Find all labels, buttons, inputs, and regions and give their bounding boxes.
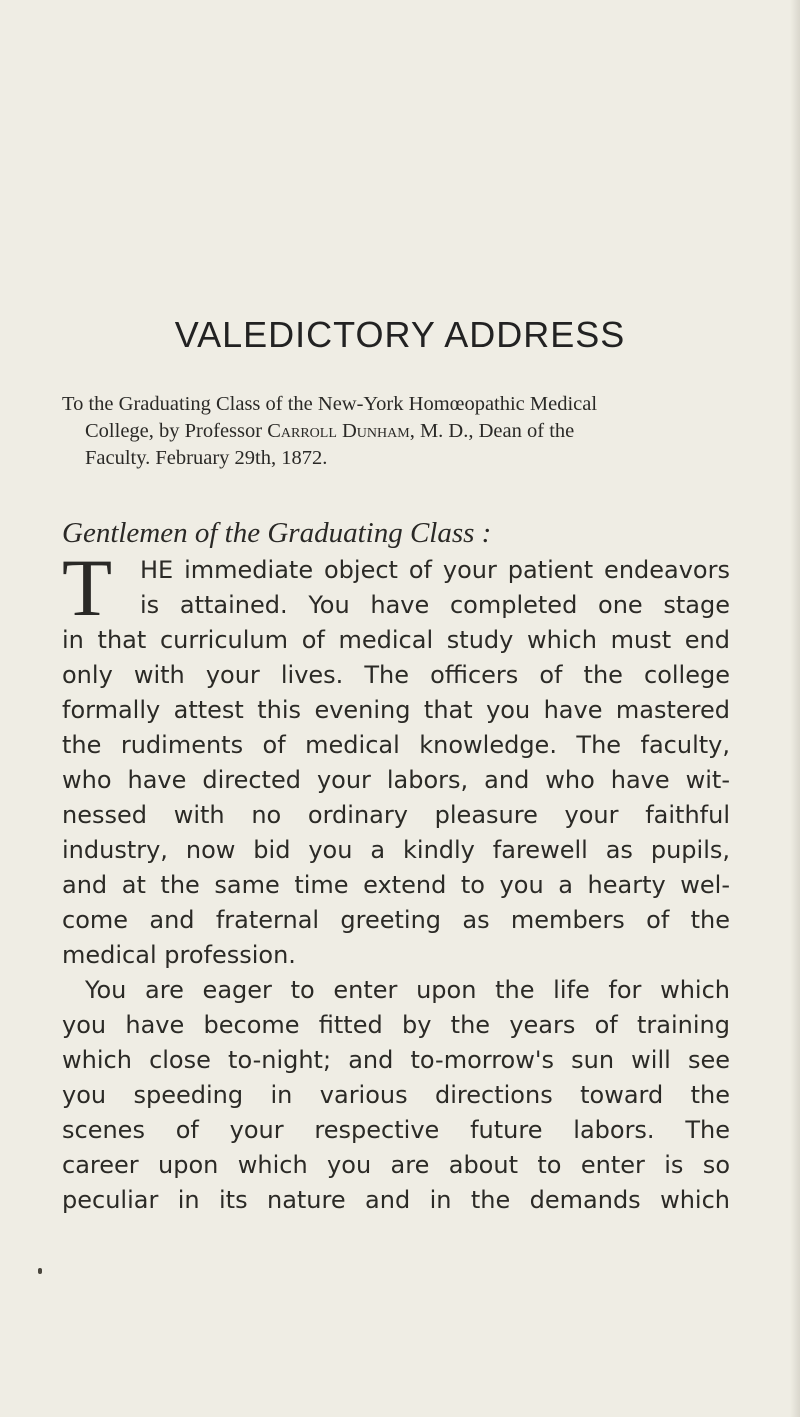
text-line: only with your lives. The officers of the college [62, 661, 730, 689]
text-line: HE immediate object of your patient endeavors [140, 556, 730, 584]
text-line: scenes of your respective future labors. The [62, 1116, 730, 1144]
page-title: VALEDICTORY ADDRESS [174, 314, 626, 355]
text-line: peculiar in its nature and in the demands which [62, 1186, 730, 1214]
text-line: you speeding in various directions toward the [62, 1081, 730, 1109]
text-line: industry, now bid you a kindly farewell as pupils, [62, 836, 730, 864]
paragraph-2 [62, 973, 730, 1218]
text-line: the rudiments of medical knowledge. The faculty, [62, 731, 730, 759]
text-line: you have become fitted by the years of training [62, 1011, 730, 1039]
text-line: You are eager to enter upon the life for which [85, 976, 730, 1004]
subtitle-line [62, 418, 752, 445]
text-line: formally attest this evening that you have mastered [62, 696, 730, 724]
text-line: is attained. You have completed one stage [140, 591, 730, 619]
subtitle-line: To the Graduating Class of the New-York Homœopathic Medical [62, 393, 598, 415]
text-line: and at the same time extend to you a hearty wel- [62, 871, 730, 899]
text-line: career upon which you are about to enter is so [62, 1151, 730, 1179]
author-name: Carroll Dunham [267, 420, 410, 442]
text-line: which close to-night; and to-morrow's sun will see [62, 1046, 730, 1074]
subtitle [62, 391, 752, 472]
body-text [62, 542, 730, 1218]
page-edge-shadow [790, 0, 800, 1417]
paragraph-1 [62, 542, 730, 973]
text-line: in that curriculum of medical study which must end [62, 626, 730, 654]
text-line: come and fraternal greeting as members of the [62, 906, 730, 934]
ink-speck [38, 1268, 42, 1274]
salutation: Gentlemen of the Graduating Class : [62, 517, 492, 549]
text-line: who have directed your labors, and who have wit- [62, 766, 730, 794]
text-line: medical profession. [62, 941, 296, 969]
text-line: nessed with no ordinary pleasure your faithful [62, 801, 730, 829]
subtitle-line: Faculty. February 29th, 1872. [85, 447, 328, 469]
subtitle-text: College, by Professor [85, 420, 268, 442]
subtitle-text: , M. D., Dean of the [409, 420, 575, 442]
drop-cap: T [62, 542, 113, 633]
